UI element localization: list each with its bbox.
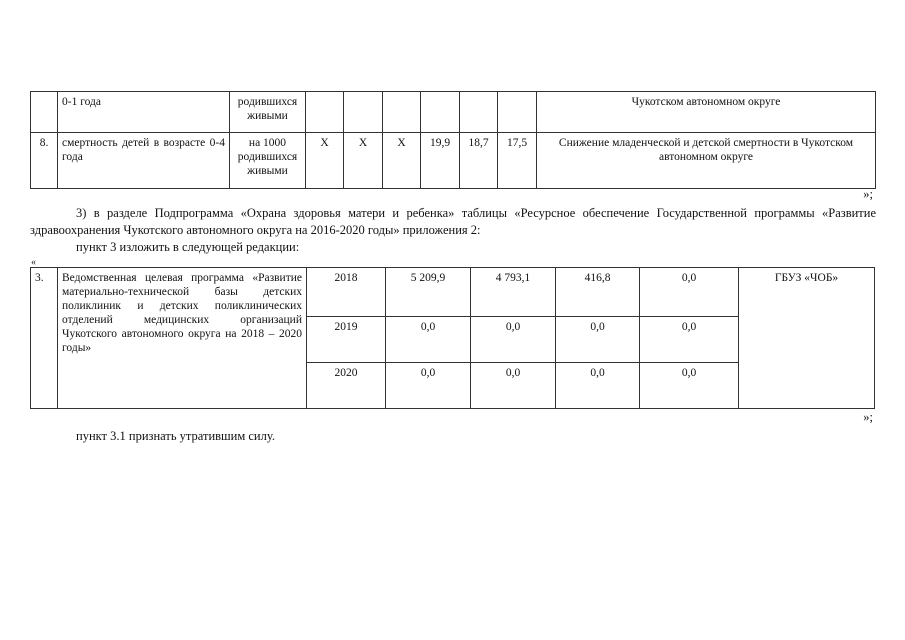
amount-cell: 0,0 [471, 363, 556, 409]
value-cell: 19,9 [421, 133, 460, 189]
unit-cell: родившихся живыми [230, 92, 306, 133]
table-row [31, 133, 876, 189]
total-cell: 0,0 [386, 363, 471, 409]
indicator-cell: смертность детей в возрасте 0-4 года [58, 133, 230, 189]
executor-cell: ГБУЗ «ЧОБ» [739, 268, 875, 409]
paragraph: пункт 3.1 признать утратившим силу. [76, 429, 275, 443]
paragraph: 3) в разделе Подпрограмма «Охрана здоровья матери и ребенка» таблицы «Ресурсное обеспечение Государственной программы «Развитие здравоохранения Чукотского автономного округа на 2016-2020 годы» приложения 2: [30, 206, 876, 237]
resources-table [30, 267, 875, 409]
row-number: 3. [31, 268, 58, 409]
total-cell: 0,0 [386, 317, 471, 363]
indicators-table [30, 91, 876, 189]
amount-cell: 4 793,1 [471, 268, 556, 317]
value-cell [306, 92, 344, 133]
value-cell: 18,7 [460, 133, 498, 189]
value-cell [498, 92, 537, 133]
value-cell: 17,5 [498, 133, 537, 189]
year-cell: 2020 [307, 363, 386, 409]
total-cell: 5 209,9 [386, 268, 471, 317]
table-row [31, 268, 875, 317]
amount-cell: 0,0 [556, 317, 640, 363]
indicator-cell: 0-1 года [58, 92, 230, 133]
value-cell [383, 92, 421, 133]
program-name: Ведомственная целевая программа «Развитие материально-технической базы детских поликлиник и детских поликлинических отделений медицинских организаций Чукотского автономного округа на 2018 – 2020 годы» [58, 268, 307, 409]
unit-cell: на 1000 родившихся живыми [230, 133, 306, 189]
amount-cell: 0,0 [640, 268, 739, 317]
year-cell: 2019 [307, 317, 386, 363]
closing-quote: »; [863, 187, 873, 201]
value-cell: X [344, 133, 383, 189]
value-cell [421, 92, 460, 133]
paragraph: пункт 3 изложить в следующей редакции: [76, 240, 300, 254]
opening-quote: « [31, 257, 36, 268]
value-cell: X [383, 133, 421, 189]
closing-quote: »; [863, 410, 873, 424]
value-cell [460, 92, 498, 133]
value-cell [344, 92, 383, 133]
amount-cell: 0,0 [556, 363, 640, 409]
row-number: 8. [31, 133, 58, 189]
amount-cell: 0,0 [471, 317, 556, 363]
amount-cell: 0,0 [640, 317, 739, 363]
value-cell: X [306, 133, 344, 189]
goal-cell: Снижение младенческой и детской смертности в Чукотском автономном округе [537, 133, 876, 189]
goal-cell: Чукотском автономном округе [537, 92, 876, 133]
amount-cell: 416,8 [556, 268, 640, 317]
amount-cell: 0,0 [640, 363, 739, 409]
row-number [31, 92, 58, 133]
year-cell: 2018 [307, 268, 386, 317]
table-row [31, 92, 876, 133]
